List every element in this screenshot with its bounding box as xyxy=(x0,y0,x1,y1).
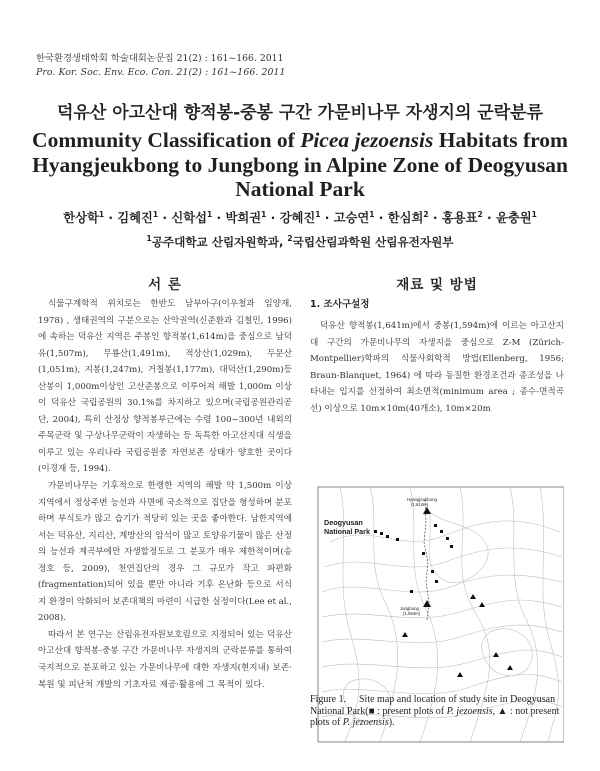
methods-heading: 재료 및 방법 xyxy=(396,277,478,293)
peak-elev-hyangjeukbong: (1,614m) xyxy=(411,502,429,507)
introduction-heading: 서 론 xyxy=(148,277,182,293)
figure-label: Figure 1. xyxy=(310,694,347,705)
map-park-label-line2: National Park xyxy=(324,527,370,536)
affiliation-2: 국립산림과학원 산림유전자원부 xyxy=(292,235,454,249)
peak-elev-jungbong: (1,594m) xyxy=(403,611,421,616)
paragraph: 식물구계학적 위치로는 한반도 남부아구(이우철과 임양재, 1978) , 생태권역의 구분으로는 산악권역(신준환과 김철민, 1996)에 속하는 덕유산 지역은 주봉인 향적봉(1,614m)을 중심으로 남덕유(1,507m), 무룡산(1,491m), 적상산(1,029m), 두문산(1,051m), 지봉(1,247m), 거칠봉(1,177m), 대덕산(1,290m)등 산봉이 1,000m이상인 고산준봉으로 이루어져 해발 1,000m 이상이 덕유산 국립공원의 30.1%를 차지하고 있으며(국립공원관리공단, 2004), 특히 산정상 향적봉부근에는 수령 100~300년 내외의 주목군락 및 구상나무군락이 자생하는 등 독특한 아고산지대 식생을 이루고 있는 우리나라 국립공원중 자연보존 상태가 양호한 곳이다(이경재 등, 1994). xyxy=(38,299,292,475)
author: 강혜진$^1$ xyxy=(279,209,321,225)
journal-line-english: Pro. Kor. Soc. Env. Eco. Con. 21(2) : 161~166. 2011 xyxy=(36,67,286,78)
figure-caption-text: Site map and location of study site in Deogyusan National Park(■ : present plots of P. jezoensis, ▲ : not present plots of P. jezoensis). xyxy=(310,694,560,728)
journal-header xyxy=(36,52,286,80)
english-title-species: Picea jezoensis xyxy=(300,128,434,152)
introduction-body xyxy=(38,296,292,693)
author: 한심희$^2$ xyxy=(387,209,429,225)
paragraph: 가문비나무는 기후적으로 한랭한 지역의 해발 약 1,500m 이상 지역에서 정상주변 능선과 사면에 국소적으로 집단을 형성하며 분포하며 부식토가 많고 습기가 적당히 있는 곳을 좋아한다. 남한지역에서는 덕유산, 지리산, 계방산의 암석이 많고 토양유기물이 많은 산정의 능선과 계곡부에만 자생할정도로 그 분포가 매우 제한적이며(송정호 등, 2009), 천연집단의 경우 그 규모가 작고 파편화(fragmentation)되어 있을 뿐만 아니라 기후 온난화 등으로 서식지 환경이 악화되어 보존대책의 마련이 시급한 실정이다(Lee et al., 2008). xyxy=(38,481,292,624)
author: 한상학$^1$ xyxy=(63,209,105,225)
english-title xyxy=(20,128,580,202)
paragraph: 따라서 본 연구는 산림유전자원보호림으로 지정되어 있는 덕유산 아고산대 향적봉-중봉 구간 가문비나무 자생지의 군락분류를 통하여 국지적으로 분포하고 있는 가문비나무에 대한 자생지(현지내) 보존·복원 및 피난처 개발의 기초자료 제공·활용에 그 목적이 있다. xyxy=(38,629,292,690)
author: 윤충원$^1$ xyxy=(495,209,537,225)
peak-label-jungbong: Jungbong xyxy=(400,606,419,611)
affiliation-1: 공주대학교 산림자원학과, xyxy=(151,235,288,249)
english-title-part1: Community Classification of xyxy=(32,128,301,152)
author: 김혜진$^1$ xyxy=(117,209,159,225)
korean-title: 덕유산 아고산대 향적봉-중봉 구간 가문비나무 자생지의 군락분류 xyxy=(57,103,543,123)
affiliations: $^1$공주대학교 산림자원학과, $^2$국립산림과학원 산림유전자원부 xyxy=(146,234,454,249)
journal-line-korean: 한국환경생태학회 학술대회논문집 21(2) : 161~166. 2011 xyxy=(36,53,284,64)
author-list: 한상학$^1$ · 김혜진$^1$ · 신학섭$^1$ · 박희권$^1$ · 강혜진$^1$ · 고승연$^1$ · 한심희$^2$ · 홍용표$^2$ · 윤충원$^1$ xyxy=(63,209,537,225)
methods-body xyxy=(310,318,564,417)
methods-subheading: 1. 조사구설정 xyxy=(310,299,370,310)
author: 박희권$^1$ xyxy=(225,209,267,225)
author: 고승연$^1$ xyxy=(333,209,375,225)
english-title-part2: Habitats from Hyangjeukbong to Jungbong in Alpine Zone of Deogyusan National Park xyxy=(32,128,568,201)
map-park-label-line1: Deogyusan xyxy=(324,518,363,527)
author: 홍용표$^2$ xyxy=(441,209,483,225)
figure-caption xyxy=(310,694,564,729)
paragraph: 덕유산 향적봉(1,641m)에서 중봉(1,594m)에 이르는 아고산지대 구간의 가문비나무의 자생지을 중심으로 Z-M (Zürich-Montpellier)학파의 식물사회학적 방법(Ellenberg, 1956; Braun-Blanquet, 1964) 에 따라 동질한 환경조건과 종조성을 나타내는 입지를 선정하여 최소면적(minimum area ; 종수-면적곡선) 이상으로 10m×10m(40개소), 10m×20m xyxy=(310,321,564,414)
author: 신학섭$^1$ xyxy=(171,209,213,225)
peak-label-hyangjeukbong: Hyangjeukbong xyxy=(407,497,437,502)
